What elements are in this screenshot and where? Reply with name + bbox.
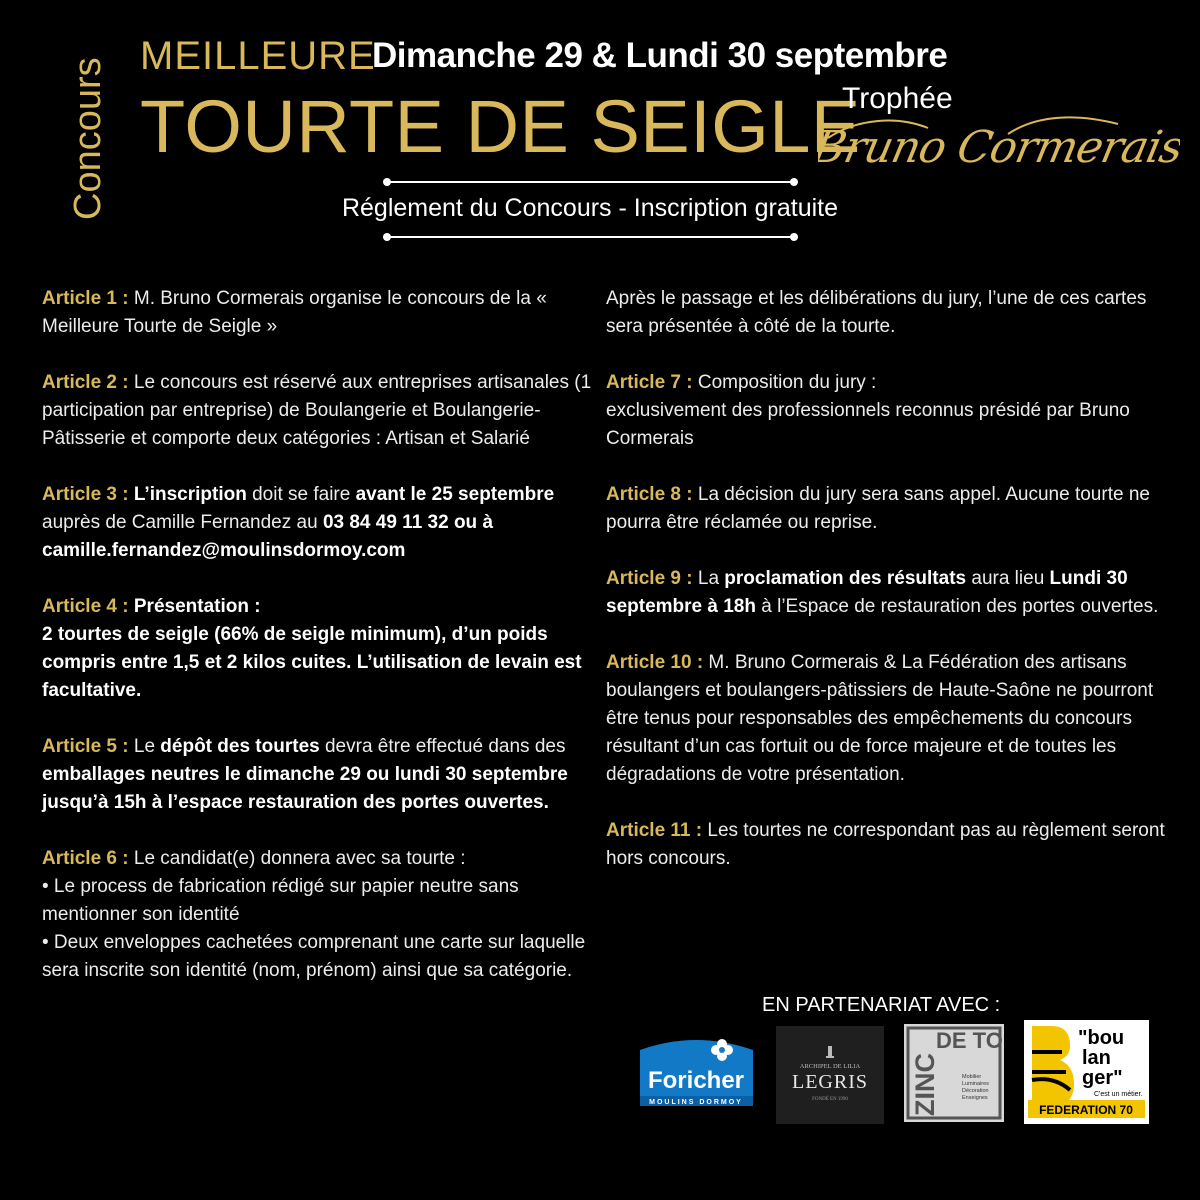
svg-text:MOULINS DORMOY: MOULINS DORMOY [649, 1099, 743, 1106]
legris-logo [776, 1026, 884, 1124]
title-meilleure: MEILLEURE [140, 34, 376, 78]
article-8: Article 8 : La décision du jury sera sans appel. Aucune tourte ne pourra être réclamée ou reprise. [606, 484, 1150, 533]
article-11: Article 11 : Les tourtes ne correspondant pas au règlement seront hors concours. [606, 820, 1165, 869]
svg-text:Décoration: Décoration [962, 1088, 989, 1094]
article-7: Article 7 : Composition du jury : exclusivement des professionnels reconnus présidé par Bruno Cormerais [606, 372, 1130, 449]
article-4: Article 4 : Présentation : 2 tourtes de seigle (66% de seigle minimum), d’un poids compris entre 1,5 et 2 kilos cuites. L’utilisation de levain est facultative. [42, 596, 582, 701]
svg-text:"bou: "bou [1078, 1027, 1125, 1049]
svg-text:FONDÉ EN 1990: FONDÉ EN 1990 [812, 1097, 848, 1102]
b-mark-icon [1032, 1026, 1074, 1106]
article-1: Article 1 : M. Bruno Cormerais organise le concours de la « Meilleure Tourte de Seigle » [42, 288, 547, 337]
article-2: Article 2 : Le concours est réservé aux entreprises artisanales (1 participation par entreprise) de Boulangerie et Boulangerie-Pâtisserie et comporte deux catégories : Artisan et Salarié [42, 372, 592, 449]
page-title: TOURTE DE SEIGLE [140, 85, 861, 168]
svg-text:FEDERATION 70: FEDERATION 70 [1039, 1103, 1133, 1117]
foricher-logo [638, 1036, 755, 1106]
svg-text:LEGRIS: LEGRIS [792, 1071, 868, 1093]
svg-text:DE TOI: DE TOI [936, 1028, 1004, 1053]
contact-email: 03 84 49 11 32 ou à camille.fernandez@moulinsdormoy.com [42, 512, 494, 561]
article-6-continuation: Après le passage et les délibérations du jury, l’une de ces cartes sera présentée à côté de la tourte. [606, 288, 1147, 337]
divider-bottom [387, 236, 794, 238]
svg-text:Luminaires: Luminaires [962, 1081, 989, 1087]
boulanger-federation-logo [1024, 1020, 1149, 1124]
trophy-label: Trophée [842, 82, 953, 115]
svg-text:lan: lan [1082, 1047, 1111, 1069]
articles-left-column [42, 285, 602, 1013]
svg-text:ARCHIPEL DE LILIA: ARCHIPEL DE LILIA [799, 1063, 861, 1070]
articles-right-column [606, 285, 1166, 901]
zinc-de-toi-logo [904, 1024, 1004, 1122]
svg-text:Enseignes: Enseignes [962, 1095, 988, 1101]
article-5: Article 5 : Le dépôt des tourtes devra être effectué dans des emballages neutres le dimanche 29 ou lundi 30 septembre jusqu’à 15h à l’espace restauration des portes ouvertes. [42, 736, 568, 813]
svg-text:Mobilier: Mobilier [962, 1074, 982, 1080]
svg-text:C'est un métier.: C'est un métier. [1094, 1091, 1143, 1098]
divider-top [387, 181, 794, 183]
svg-text:ZINC: ZINC [910, 1053, 940, 1116]
tower-icon [826, 1046, 834, 1058]
subtitle: Réglement du Concours - Inscription gratuite [341, 194, 839, 222]
concours-text: Concours [67, 57, 109, 220]
svg-text:Bruno Cormerais: Bruno Cormerais [818, 122, 1180, 173]
event-dates: Dimanche 29 & Lundi 30 septembre [372, 36, 948, 75]
article-6: Article 6 : Le candidat(e) donnera avec sa tourte : • Le process de fabrication rédigé sur papier neutre sans mentionner son identité • Deux enveloppes cachetées comprenant une carte sur laquelle sera inscrite son identité (nom, prénom) ainsi que sa catégorie. [42, 848, 586, 981]
partners-title: EN PARTENARIAT AVEC : [762, 994, 1001, 1016]
article-3: Article 3 : L’inscription doit se faire avant le 25 septembre auprès de Camille Fernandez au 03 84 49 11 32 ou à camille.fernandez@moulinsdormoy.com [42, 484, 555, 561]
svg-text:Foricher: Foricher [647, 1067, 745, 1094]
trophy-signature [818, 108, 1180, 188]
article-9: Article 9 : La proclamation des résultats aura lieu Lundi 30 septembre à 18h à l’Espace de restauration des portes ouvertes. [606, 568, 1159, 617]
article-10: Article 10 : M. Bruno Cormerais & La Fédération des artisans boulangers et boulangers-pâtissiers de Haute-Saône ne pourront être tenus pour responsables des empêchements du concours résultant d’un cas fortuit ou de force majeure et de toutes les dégradations de votre présentation. [606, 652, 1154, 785]
svg-text:ger": ger" [1082, 1067, 1123, 1089]
